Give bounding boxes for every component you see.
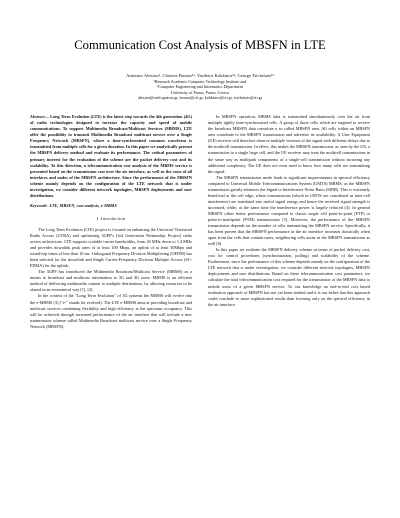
left-column <box>30 114 192 330</box>
author-emails: alexiou@ceid.upatras.gr, bouras@cti.gr, kokkinos@cti.gr, tsichritzis@cti.gr <box>137 94 263 100</box>
affiliation-line: ²Computer Engineering and Informatics Department <box>157 84 243 90</box>
abstract-text: Long Term Evolution (LTE) is the latest step towards the 4th generation (4G) of radio technologies designed to increase the capacity and speed of mobile communications. To support Multimedia Broadcast/Multicast Services (MBMS), LTE offer the possibility to transmit Multimedia Broadcast multicast service over a Single Frequency Network (MBSFN), where a time-synchronized common waveform is transmitted from multiple cells for a given duration. In this paper we analytically present the MBSFN delivery method and evaluate its performance. The critical parameters of primary interest for the evaluation of the scheme are the packet delivery cost and its scalability. To this direction, a telecommunication cost analysis of the MBMS service is presented based on the transmission cost over the air interface, as well as the costs of all interfaces and nodes of the MBSFN architecture. Since the performance of the MBSFN scheme mainly depends on the configuration of the LTE network that is under investigation, we consider different network topologies, MBSFN deployments and user distributions. <box>30 114 192 198</box>
body-paragraph: The MBSFN transmission mode leads to significant improvements in spectral efficiency compared to Universal Mobile Telecommunications System (UMTS) MBMS, as the MBSFN transmission greatly enhances the Signal to Interference Noise Ratio (SINR). This is extremely beneficial at the cell edge, where transmissions (which in UMTS are considered as inter-cell interference) are translated into useful signal energy and hence the received signal strength is increased, while, at the same time the interference power is largely reduced [4]. In general MBSFN offers better performance compared to classic single cell point-to-point (PTP) or point-to-multipoint (PTM) transmissions [5]. Moreover, the performance of the MBSFN transmission depends on the number of cells transmitting the MBSFN service. Specifically, it has been proven that the MBSFN performance in the air interface increases drastically when apart from the cells that contain users, neighboring cells assist in the MBSFN transmission as well [6]. <box>208 174 370 247</box>
affiliation-line: University of Patras, Patras, Greece <box>170 89 230 95</box>
affiliation-line: ¹Research Academic Computer Technology Institute and <box>153 79 247 84</box>
body-paragraph: In the context of the "Long Term Evolution" of 3G systems the MBMS will evolve into the e-MBMS [3] ("e-" stands for evolved). The LTE e-MBMS aims at providing broadcast and multicast services combining flexibility and high efficiency at the spectrum occupancy. This will be achieved through increased performance of the air interface that will include a new transmission scheme called Multimedia Broadcast multicast service over a Single Frequency Network (MBSFN). <box>30 293 192 329</box>
body-paragraph: In this paper we evaluate the MBSFN delivery scheme in terms of packet delivery cost, cost for control procedures (synchronization, polling) and scalability of the scheme. Furthermore, since the performance of this scheme depends mainly on the configuration of the LTE network that is under investigation, we consider different network topologies, MBSFN deployments and user distributions. Based on these telecommunication cost parameters, we calculate the total telecommunication cost required for the transmission of the MBSFN data to mobile users of a given MBSFN service. To our knowledge an end-to-end cost based evaluation approach of MBSFN has not yet been studied and it is our belief that this approach could conclude to more sophisticated results than focusing only on the spectral efficiency in the air interface. <box>208 247 370 307</box>
abstract: Abstract— Long Term Evolution (LTE) is the latest step towards the 4th generation (4G) of radio technologies designed to increase the capacity and speed of mobile communications. To support Multimedia Broadcast/Multicast Services (MBMS), LTE offer the possibility to transmit Multimedia Broadcast multicast service over a Single Frequency Network (MBSFN), where a time-synchronized common waveform is transmitted from multiple cells for a given duration. In this paper we analytically present the MBSFN delivery method and evaluate its performance. The critical parameters of primary interest for the evaluation of the scheme are the packet delivery cost and its scalability. To this direction, a telecommunication cost analysis of the MBMS service is presented based on the transmission cost over the air interface, as well as the costs of all interfaces and nodes of the MBSFN architecture. Since the performance of the MBSFN scheme mainly depends on the configuration of the LTE network that is under investigation, we consider different network topologies, MBSFN deployments and user distributions. <box>30 114 192 198</box>
keywords-text: LTE, MBSFN, cost analysis, e-MBMS <box>49 202 117 208</box>
keywords-label: Keywords <box>30 202 47 208</box>
abstract-label: Abstract <box>30 114 45 120</box>
section-heading: I. Introduction <box>96 215 126 221</box>
right-column <box>208 114 370 330</box>
paper-title: Communication Cost Analysis of MBSFN in LTE <box>74 38 326 52</box>
keywords: Keywords- LTE, MBSFN, cost analysis, e-MBMS <box>30 202 117 208</box>
body-paragraph: In MBSFN operation, MBMS data is transmitted simultaneously over the air from multiple tightly time-synchronized cells. A group of those cells which are targeted to receive the broadcast MBSFN data constitute a so called MBSFN area. All cells within an MBSFN area contribute to the MBSFN transmission and advertise its availability. A User Equipment (UE) receiver will therefore observe multiple versions of the signal with different delays due to the multicell transmission. In effect, this makes the MBSFN transmission, as seen by the UE, a transmission to a single large cell, and the UE receiver may treat the multicell transmissions in the same way as multipath components of a single-cell transmission without incurring any additional complexity. The UE does not even need to know how many cells are transmitting the signal. <box>208 114 370 174</box>
author-list: Antonios Alexiou¹, Christos Bouras¹², Vasileios Kokkinos¹², George Tsichritzis¹² <box>126 73 274 78</box>
two-column-body <box>30 114 370 330</box>
body-paragraph: The Long Term Evolution (LTE) project is focused on enhancing the Universal Terrestrial Radio Access (UTRA) and optimizing 3GPP's (3rd Generation Partnership Project) radio access architecture. LTE supports scalable carrier bandwidths, from 20 MHz down to 1.4 MHz and provides downlink peak rates of at least 100 Mbps, an uplink of at least 50Mbps and round-trip times of less than 10 ms. Orthogonal Frequency Division Multiplexing (OFDM) has been selected for the downlink and Single Carrier-Frequency Division Multiple Access (SC-FDMA) for the uplink. <box>30 226 192 269</box>
body-paragraph: The 3GPP has introduced the Multimedia Broadcast/Multicast Service (MBMS) as a means to broadcast and multicast information to 3G and 4G users. MBMS is an efficient method of delivering multimedia content to multiple destinations, by allowing resources to be shared in an economical way [1], [2]. <box>30 269 192 293</box>
